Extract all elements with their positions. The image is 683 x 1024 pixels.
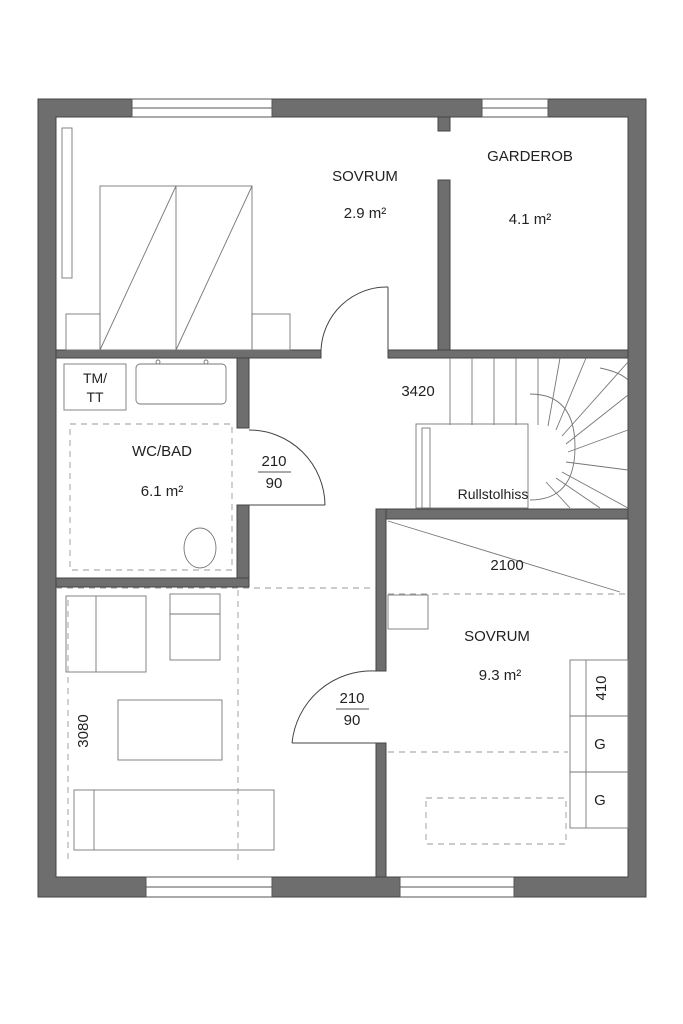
table: [118, 700, 222, 760]
wardrobe-depth-dimension: 410: [593, 675, 610, 701]
door-sovrum-height: 90: [343, 712, 361, 729]
wall-bedroom-top: [376, 509, 628, 519]
lift-label: Rullstolhiss: [457, 486, 529, 502]
room-name-garderob: GARDEROB: [487, 148, 573, 165]
wall-bedroom-left-b: [376, 743, 386, 877]
bedroom-width-dimension: 2100: [490, 557, 524, 574]
armchair-1: [66, 596, 146, 672]
room-name-sovrum-bottom: SOVRUM: [464, 628, 530, 645]
wall-top-horizontal-b: [388, 350, 628, 358]
stair-dimension: 3420: [401, 383, 435, 400]
nightstand-right: [252, 314, 290, 350]
room-name-wc-bad: WC/BAD: [132, 443, 192, 460]
door-wc-width: 210: [261, 453, 287, 470]
wall-bedroom-left-a: [376, 509, 386, 671]
door-swing-sovrum-top: [321, 287, 388, 350]
wall-wc-bottom: [56, 578, 249, 587]
door-swing-wc: [249, 430, 325, 505]
left-room-height-dimension: 3080: [75, 714, 92, 748]
outer-wall: [38, 99, 646, 897]
bed-outline: [426, 798, 566, 844]
desk: [388, 595, 428, 629]
wall-wc-right-a: [237, 358, 249, 428]
room-area-garderob: 4.1 m²: [508, 211, 552, 228]
wall-garderob-left: [438, 180, 450, 350]
wall-top-horizontal-a: [56, 350, 321, 358]
tm-tt-line2: TT: [86, 389, 104, 405]
door-wc-height: 90: [265, 475, 283, 492]
nightstand-left: [66, 314, 100, 350]
wardrobe-left: [62, 128, 72, 278]
room-area-sovrum-top: 2.9 m²: [343, 205, 387, 222]
room-area-wc-bad: 6.1 m²: [140, 483, 184, 500]
room-area-sovrum-bottom: 9.3 m²: [478, 667, 522, 684]
wall-wc-right-b: [237, 505, 249, 587]
tm-tt-line1: TM/: [82, 370, 108, 386]
wardrobe-unit-1: G: [594, 736, 606, 753]
wall-garderob-stub: [438, 117, 450, 131]
room-name-sovrum-top: SOVRUM: [332, 168, 398, 185]
sofa: [74, 790, 274, 850]
lift-rail: [422, 428, 430, 508]
double-sink: [136, 364, 226, 404]
wardrobe-unit-2: G: [594, 792, 606, 809]
door-sovrum-width: 210: [339, 690, 365, 707]
chair: [170, 594, 220, 660]
toilet: [184, 528, 216, 568]
